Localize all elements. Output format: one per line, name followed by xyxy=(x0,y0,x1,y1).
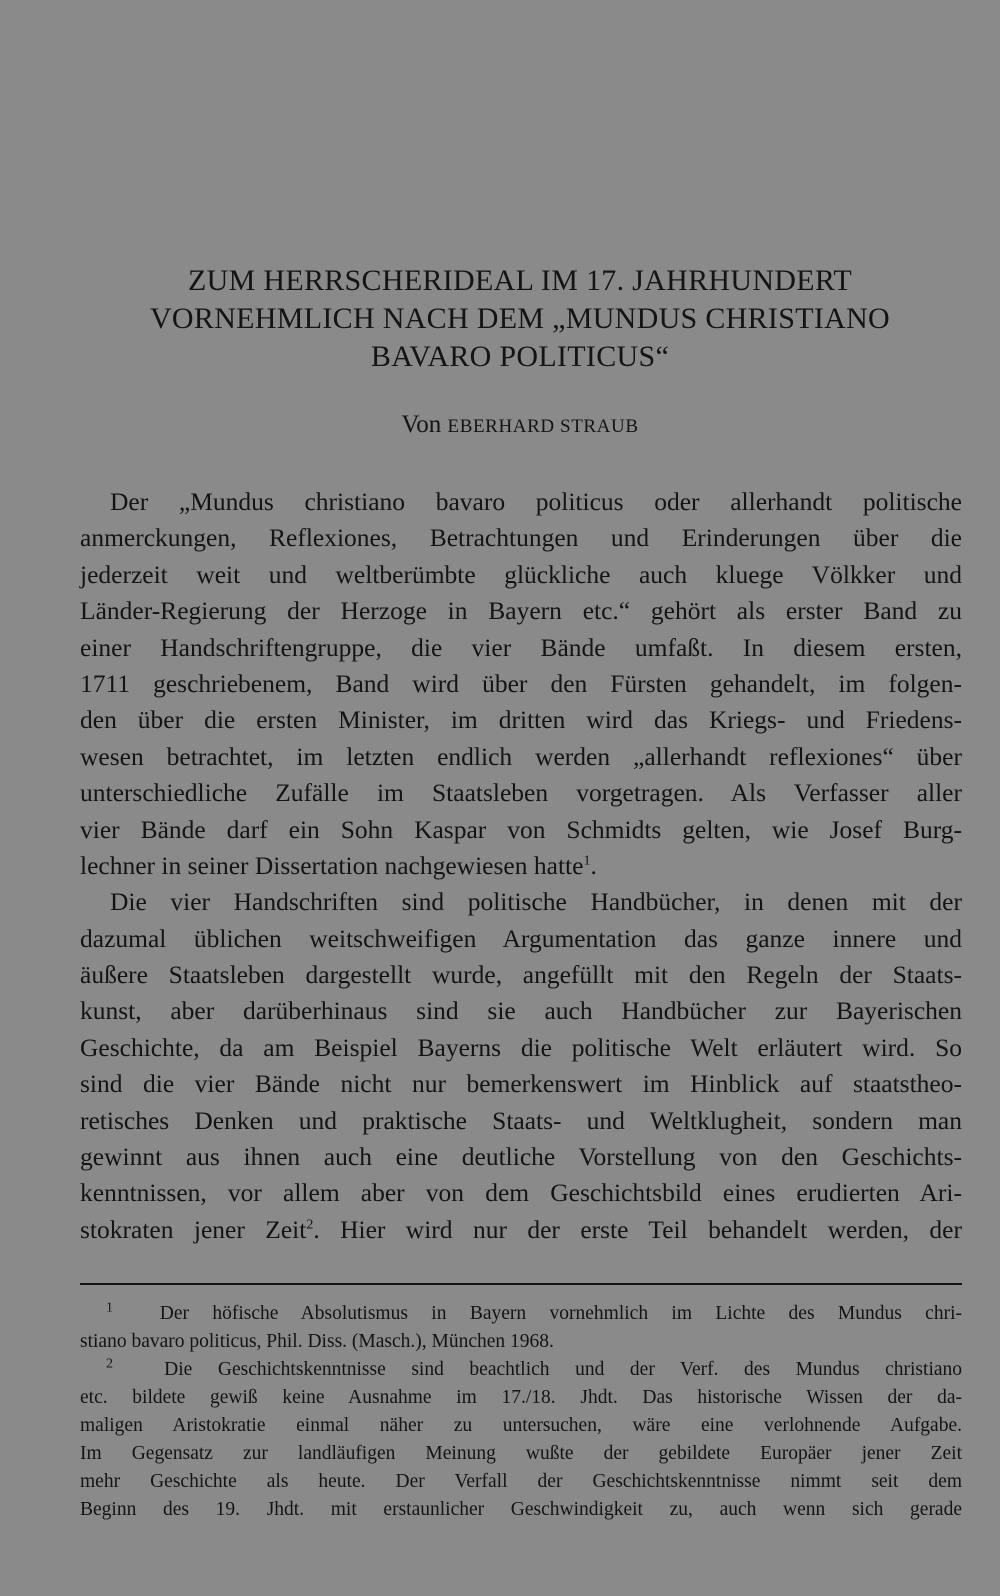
body-line: jederzeit weit und weltberümbte glückliche auch kluege Völkker und xyxy=(80,559,962,589)
footnote-2-line xyxy=(80,1356,962,1384)
body-text xyxy=(80,484,962,1248)
body-line: Geschichte, da am Beispiel Bayerns die politische Welt erläutert wird. So xyxy=(80,1032,962,1062)
body-line: Länder-Regierung der Herzoge in Bayern etc.“ gehört als erster Band zu xyxy=(80,596,962,626)
footnotes xyxy=(80,1300,962,1524)
footnote-2-line: Im Gegensatz zur landläufigen Meinung wußte der gebildete Europäer jener Zeit xyxy=(80,1443,962,1464)
body-line: den über die ersten Minister, im dritten wird das Kriegs- und Friedens- xyxy=(80,705,962,735)
footnote-ref-2-period: . xyxy=(313,1214,320,1244)
article-title xyxy=(80,262,960,376)
body-line: wesen betrachtet, im letzten endlich werden „allerhandt reflexiones“ über xyxy=(80,741,962,771)
body-line-text: Hier wird nur der erste Teil behandelt werden, der xyxy=(319,1214,962,1244)
body-line: kunst, aber darüberhinaus sind sie auch Handbücher zur Bayerischen xyxy=(80,996,962,1026)
footnote-2-line: Beginn des 19. Jhdt. mit erstaunlicher Geschwindigkeit zu, auch wenn sich gerade xyxy=(80,1499,962,1520)
footnote-ref-1-period: . xyxy=(590,850,597,880)
footnote-marker-1: 1 xyxy=(106,1300,113,1316)
author-name: EBERHARD STRAUB xyxy=(447,416,639,437)
body-line: sind die vier Bände nicht nur bemerkenswert im Hinblick auf staatstheo- xyxy=(80,1069,962,1099)
footnote-marker-2: 2 xyxy=(106,1356,113,1372)
body-line: vier Bände darf ein Sohn Kaspar von Schmidts gelten, wie Josef Burg- xyxy=(80,814,962,844)
body-line: Die vier Handschriften sind politische Handbücher, in denen mit der xyxy=(110,887,962,917)
footnote-divider xyxy=(80,1283,962,1285)
body-line: anmerckungen, Reflexiones, Betrachtungen und Erinderungen über die xyxy=(80,523,962,553)
title-line-1: ZUM HERRSCHERIDEAL IM 17. JAHRHUNDERT xyxy=(187,264,853,297)
body-line: gewinnt aus ihnen auch eine deutliche Vorstellung von den Geschichts- xyxy=(80,1142,962,1172)
footnote-1-line xyxy=(80,1300,962,1328)
footnote-2-line: maligen Aristokratie einmal näher zu untersuchen, wäre eine verlohnende Aufgabe. xyxy=(80,1415,962,1436)
body-line-text: stokraten jener Zeit xyxy=(80,1214,307,1244)
footnote-ref-1[interactable]: 1 xyxy=(583,853,591,869)
body-line: Der „Mundus christiano bavaro politicus oder allerhandt politische xyxy=(110,487,962,516)
body-line-text: lechner in seiner Dissertation nachgewiesen hatte xyxy=(80,850,584,880)
footnote-2-line: etc. bildete gewiß keine Ausnahme im 17./18. Jhdt. Das historische Wissen der da- xyxy=(80,1387,962,1408)
footnote-2-text: Die Geschichtskenntnisse sind beachtlich und der Verf. des Mundus christiano xyxy=(164,1359,963,1380)
body-line xyxy=(80,1212,962,1248)
footnote-2-line: mehr Geschichte als heute. Der Verfall der Geschichtskenntnisse nimmt seit dem xyxy=(80,1471,962,1492)
footnote-ref-2[interactable]: 2 xyxy=(306,1217,314,1233)
body-line: dazumal üblichen weitschweifigen Argumentation das ganze innere und xyxy=(80,923,962,953)
body-line xyxy=(80,848,962,884)
body-line: einer Handschriftengruppe, die vier Bände umfaßt. In diesem ersten, xyxy=(80,632,962,662)
author-byline xyxy=(80,410,960,442)
body-line: retisches Denken und praktische Staats- und Weltklugheit, sondern man xyxy=(80,1105,962,1135)
body-line: 1711 geschriebenem, Band wird über den Fürsten gehandelt, im folgen- xyxy=(80,668,962,698)
body-line: äußere Staatsleben dargestellt wurde, angefüllt mit den Regeln der Staats- xyxy=(80,960,962,990)
body-line: unterschiedliche Zufälle im Staatsleben vorgetragen. Als Verfasser aller xyxy=(80,778,962,808)
footnote-1-line: stiano bavaro politicus, Phil. Diss. (Masch.), München 1968. xyxy=(80,1331,554,1352)
title-line-3: BAVARO POLITICUS“ xyxy=(370,340,670,373)
title-line-2: VORNEHMLICH NACH DEM „MUNDUS CHRISTIANO xyxy=(149,302,891,335)
author-prefix: Von xyxy=(401,411,442,438)
body-line: kenntnissen, vor allem aber von dem Geschichtsbild eines erudierten Ari- xyxy=(80,1178,962,1208)
footnote-1-text: Der höfische Absolutismus in Bayern vornehmlich im Lichte des Mundus chri- xyxy=(159,1303,962,1324)
